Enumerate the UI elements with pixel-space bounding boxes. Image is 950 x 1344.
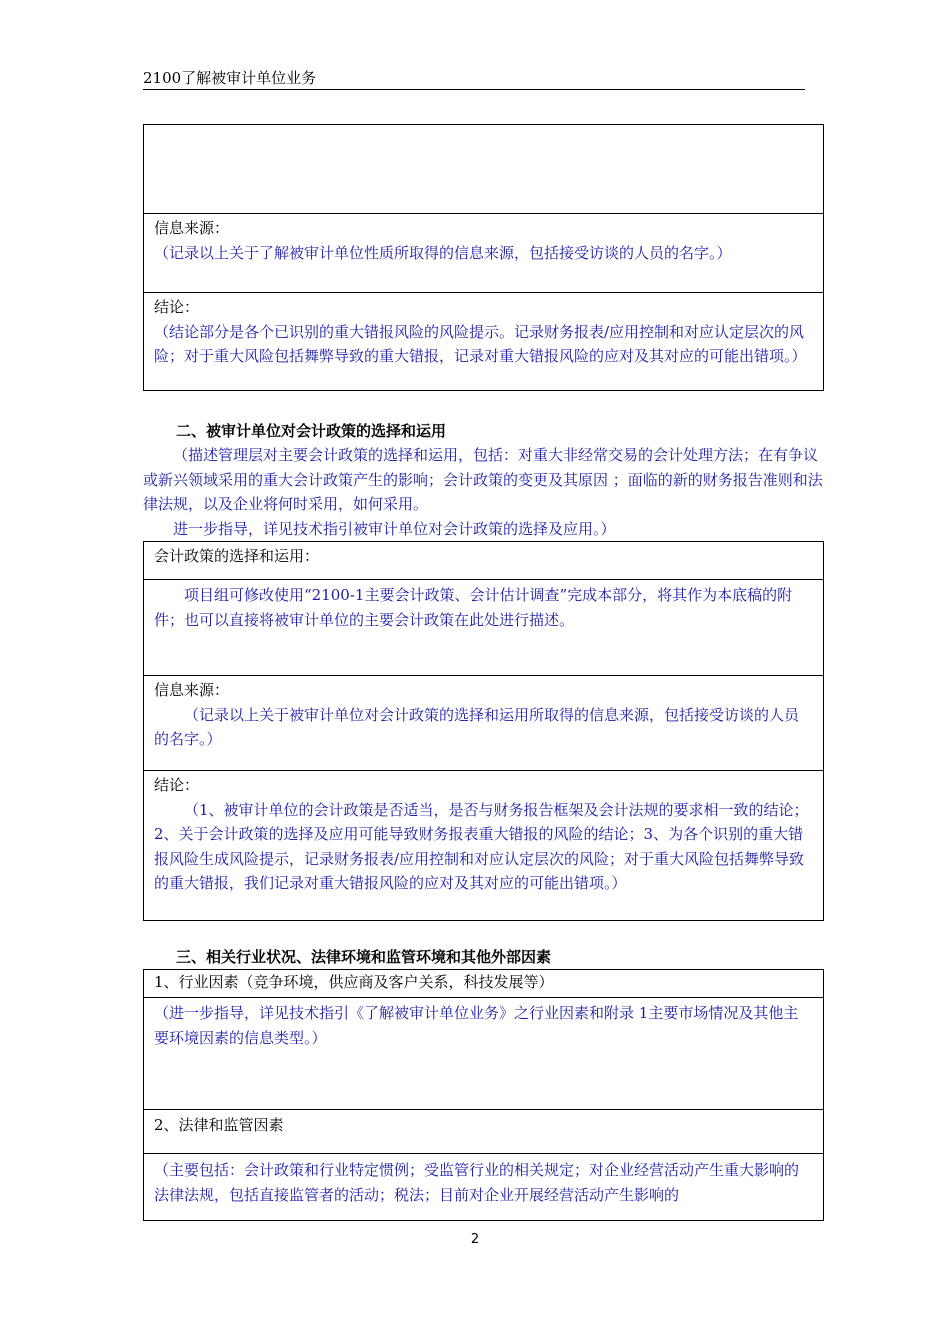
conclusion-label: 结论：: [154, 298, 200, 316]
source-cell-2: [144, 675, 823, 770]
section-2-intro: [143, 443, 824, 541]
table-external-factors: [143, 969, 824, 1221]
page-header: [143, 68, 805, 90]
legal-note-cell: [144, 1153, 823, 1220]
section-2-heading: 二、被审计单位对会计政策的选择和运用: [176, 422, 447, 440]
policy-label-cell: [144, 542, 823, 579]
legal-label-cell: [144, 1109, 823, 1153]
policy-note: 项目组可修改使用“2100-1主要会计政策、会计估计调查”完成本部分，将其作为本底稿的附件；也可以直接将被审计单位的主要会计政策在此处进行描述。: [154, 586, 793, 629]
conclusion-label-2: 结论：: [154, 776, 200, 794]
industry-note-cell: [144, 997, 823, 1109]
table-nature-info: [143, 124, 824, 391]
policy-note-cell: [144, 579, 823, 675]
conclusion-note-2: （1、被审计单位的会计政策是否适当，是否与财务报告框架及会计法规的要求相一致的结论；2、关于会计政策的选择及应用可能导致财务报表重大错报的风险的结论；3、为各个识别的重大错报风险生成风险提示，记录财务报表/应用控制和对应认定层次的风险；对于重大风险包括舞弊导致的重大错报，我们记录对重大错报风险的应对及其对应的可能出错项。）: [154, 800, 809, 892]
source-note: （记录以上关于了解被审计单位性质所取得的信息来源，包括接受访谈的人员的名字。）: [154, 243, 732, 262]
industry-label-cell: [144, 970, 823, 997]
table-accounting-policy: [143, 541, 824, 921]
industry-label: 1、行业因素（竞争环境，供应商及客户关系，科技发展等）: [154, 973, 554, 991]
section-2-intro-text: （描述管理层对主要会计政策的选择和运用，包括：对重大非经常交易的会计处理方法；在有争议或新兴领域采用的重大会计政策产生的影响；会计政策的变更及其原因 ；面临的新的财务报告准则和法律法规，以及企业将何时采用，如何采用。: [143, 446, 823, 513]
section-3-heading: 三、相关行业状况、法律环境和监管环境和其他外部因素: [176, 948, 552, 966]
source-label-2: 信息来源：: [154, 681, 230, 699]
conclusion-cell: [144, 292, 823, 390]
page-number: 2: [470, 1232, 480, 1247]
industry-note: （进一步指导，详见技术指引《了解被审计单位业务》之行业因素和附录 1主要市场情况及其他主要环境因素的信息类型。）: [154, 1004, 799, 1047]
legal-label: 2、法律和监管因素: [154, 1116, 284, 1134]
policy-label: 会计政策的选择和运用：: [154, 547, 320, 565]
conclusion-note: （结论部分是各个已识别的重大错报风险的风险提示。记录财务报表/应用控制和对应认定层次的风险；对于重大风险包括舞弊导致的重大错报，记录对重大错报风险的应对及其对应的可能出错项。）: [154, 322, 807, 365]
blank-cell: [144, 125, 823, 213]
header-title: 2100了解被审计单位业务: [143, 69, 317, 87]
conclusion-cell-2: [144, 770, 823, 920]
source-note-2: （记录以上关于被审计单位对会计政策的选择和运用所取得的信息来源，包括接受访谈的人员的名字。）: [154, 705, 800, 748]
source-cell: [144, 213, 823, 292]
source-label: 信息来源：: [154, 219, 230, 237]
section-2-guide-text: 进一步指导，详见技术指引被审计单位对会计政策的选择及应用。）: [173, 519, 616, 538]
legal-note: （主要包括：会计政策和行业特定惯例；受监管行业的相关规定；对企业经营活动产生重大影响的法律法规，包括直接监管者的活动；税法；目前对企业开展经营活动产生影响的: [154, 1161, 800, 1204]
